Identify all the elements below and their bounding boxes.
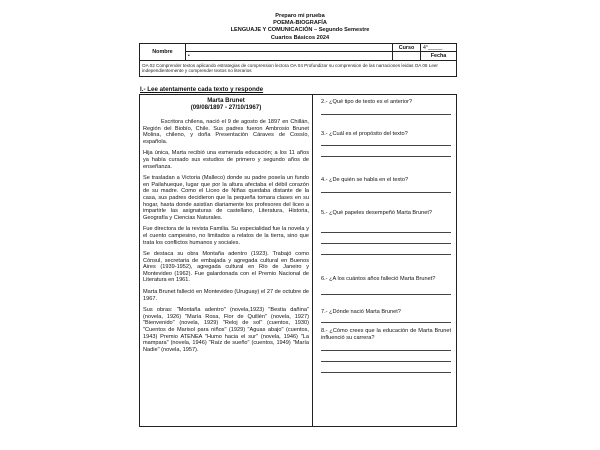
student-info-table [139,43,457,77]
question-8: 8.- ¿Cómo crees que la educación de Marta Brunet influenció su carrera? [321,328,451,341]
text-dates: (09/08/1897 - 27/10/1967) [190,104,262,111]
answer-line[interactable] [321,114,451,115]
reading-text-panel [139,94,313,427]
nombre-top-cell[interactable] [185,44,392,52]
answer-line[interactable] [321,372,451,373]
answer-line[interactable] [321,243,451,244]
answer-line[interactable] [321,350,451,351]
question-2: 2.- ¿Qué tipo de texto es el anterior? [321,99,413,105]
header-line-1: Preparo mi prueba [275,13,325,19]
fecha-spacer [393,52,421,60]
question-5: 5.- ¿Qué papeles desempeñó Marta Brunet? [321,210,433,216]
paragraph: Escritora chilena, nació el 9 de agosto de 1897 en Chillán, Región del Biobío, Chile. Sus padres fueron Ambrosio Brunet Molina, chileno, y doña Presentación Cáraves de Cossío, española. [143,119,309,145]
header-line-4: Cuartos Básicos 2024 [270,34,330,41]
questions-panel [313,94,457,427]
learning-objectives: OA 02 Comprender textos aplicando estrategias de comprension lectora OA 04 Profundizar su comprension de las narraciones leidas OA 06 Leer independientemente y comprender textos no literarios [140,60,457,76]
answer-line[interactable] [321,361,451,362]
answer-line[interactable] [321,156,451,157]
answer-line[interactable] [321,294,451,295]
section-title: I.- Lee atentamente cada texto y responde [140,86,264,93]
header-line-3: LENGUAJE Y COMUNICACIÓN – Segundo Semestre [230,27,370,34]
curso-field[interactable]: 4°_____ [421,44,457,52]
answer-line[interactable] [321,232,451,233]
nombre-label: Nombre [140,44,186,61]
question-3: 3.- ¿Cuál es el propósito del texto? [321,131,408,137]
answer-line[interactable] [321,145,451,146]
document-header [0,13,600,42]
nombre-field[interactable]: • [185,52,392,60]
fecha-label: Fecha [421,52,457,60]
question-7: 7.- ¿Dónde nació Marta Brunet? [321,309,401,315]
question-6: 6.- ¿A los cuántos años falleció Marta Brunet? [321,276,436,282]
paragraph: Se destaca su obra Montaña adentro (1923). Trabajó como Cónsul, secretaria de embajada y agregada cultural en Buenos Aires (1939-1952), agregada cultural en Río de Janeiro y Montevideo (1962). Fue galardonada con el Premio Nacional de Literatura en 1961. [143,251,309,284]
paragraph: Hija única, Marta recibió una esmerada educación; a los 11 años ya había cursado sus estudios de primero y segundo años de enseñanza. [143,150,309,170]
curso-label: Curso [393,44,421,52]
text-title: Marta Brunet [207,97,245,104]
question-4: 4.- ¿De quién se habla en el texto? [321,177,409,183]
paragraph: Se trasladan a Victoria (Malleco) donde su padre poseía un fundo en Pailahueque, lugar que por la altura afectaba el débil corazón de su madre. Como el Liceo de Niñas quedaba distante de la casa, sus padres decidieron que la pequeña tomara clases en su hogar, hasta donde asistían diariamente los profesores del liceo a impartirle las asignaturas de castellano, Literatura, Historia, Geografía y Ciencias Naturales. [143,175,309,221]
header-line-2: POEMA-BIOGRAFÍA [273,20,327,27]
answer-line[interactable] [321,322,451,323]
answer-line[interactable] [321,192,451,193]
paragraph: Sus obras: "Montaña adentro" (novela,1923) "Bestia dañina" (novela, 1926) "María Rosa, Flor de Quillén" (novela, 1927) "Bienvenido" (novela, 1929) "Reloj de sol" (cuentos, 1930) "Cuentos de Marisol para niños" (1929) "Aguas abajo" (cuentos, 1943) Premio ATENEA "Humo hacia el sur" (novela, 1946) "La mampara" (novela, 1946) "Raíz de sueño" (cuentos, 1949) "María Nadie" (novela, 1957). [143,307,309,353]
paragraph: Fue directora de la revista Familia. Su especialidad fue la novela y el cuento campesino, no limitados a relatos de la tierra, sino que trata los conflictos humanos y sociales. [143,226,309,246]
answer-line[interactable] [321,254,451,255]
paragraph: Marta Brunet falleció en Montevideo (Uruguay) el 27 de octubre de 1967. [143,289,309,302]
